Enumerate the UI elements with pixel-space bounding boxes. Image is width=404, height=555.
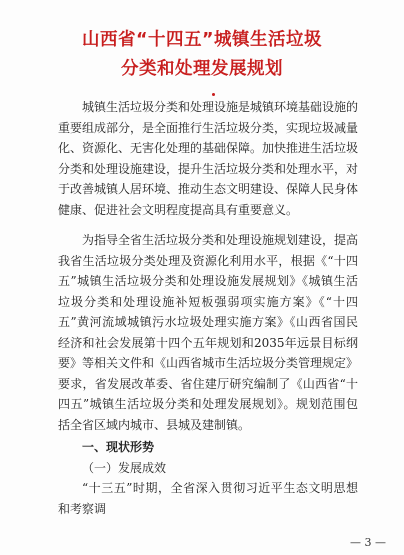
paragraph-basis: 为指导全省生活垃圾分类和处理设施规划建设，提高我省生活垃圾分类处理及资源化利用水平，根据《“十四五”城镇生活垃圾分类和处理设施发展规划》《城镇生活垃圾分类和处理设施补短板强弱项实施方案》《“十四五”黄河流域城镇污水垃圾处理实施方案》《山西省国民经济和社会发展第十四个五年规划和2035年远景目标纲要》等相关文件和《山西省城市生活垃圾分类管理规定》要求，省发展改革委、省住建厅研究编制了《山西省“十四五”城镇生活垃圾分类和处理发展规划》。规划范围包括全省区域内城市、县城及建制镇。: [58, 233, 359, 432]
red-dot-mark: [212, 93, 215, 96]
page-number: — 3 —: [350, 536, 386, 549]
document-title-line-2: 分类和处理发展规划: [121, 59, 283, 79]
paragraph-intro: 城镇生活垃圾分类和处理设施是城镇环境基础设施的重要组成部分，是全面推行生活垃圾分类，实现垃圾减量化、资源化、无害化处理的基础保障。加快推进生活垃圾分类和处理设施建设，提升生活垃圾分类和处理水平，对于改善城镇人居环境、推动生态文明建设、保障人民身体健康、促进社会文明程度提高具有重要意义。: [58, 100, 359, 217]
subsection-heading: （一）发展成效: [82, 460, 167, 475]
document-body: [58, 97, 358, 519]
paragraph-status: “十三五”时期，全省深入贯彻习近平生态文明思想和考察调: [58, 481, 358, 516]
section-heading: 一、现状形势: [82, 440, 155, 454]
document-title-line-1: 山西省“十四五”城镇生活垃圾: [81, 30, 322, 50]
